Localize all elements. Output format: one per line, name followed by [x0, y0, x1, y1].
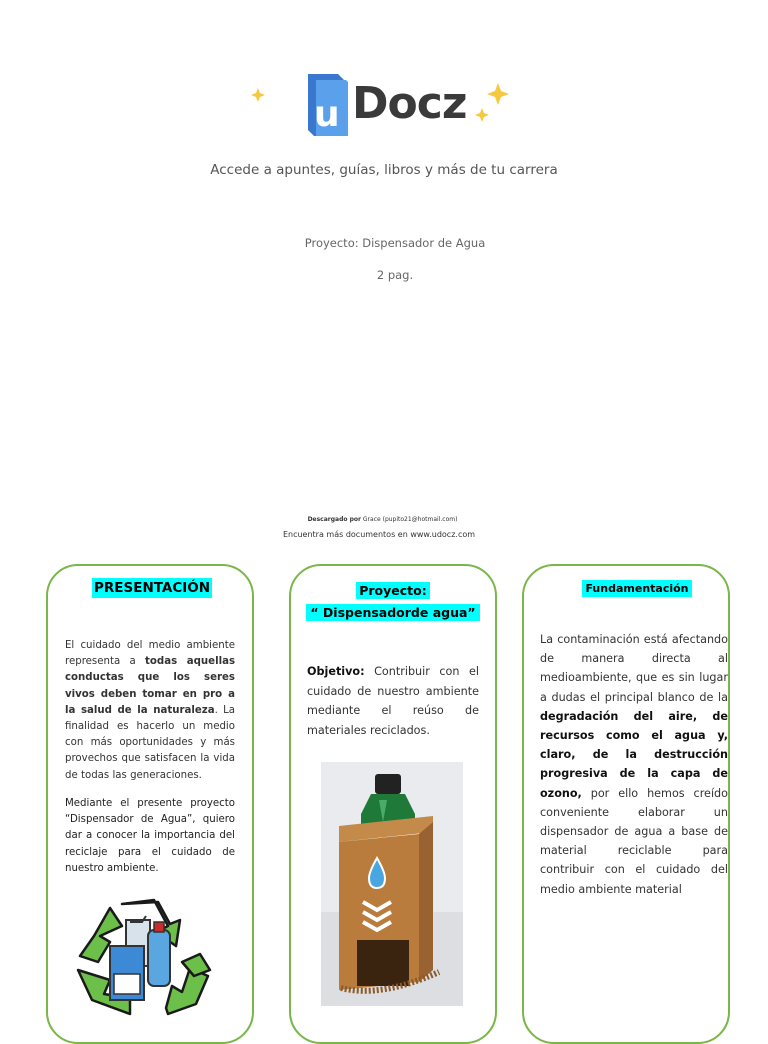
sparkle-left-icon [251, 88, 265, 102]
panel-fundamentacion [522, 564, 730, 1044]
tagline: Accede a apuntes, guías, libros y más de tu carrera [210, 162, 558, 178]
objective-paragraph: Objetivo: Contribuir con el cuidado de nuestro ambiente mediante el reúso de materiales reciclados. [307, 665, 479, 737]
downloaded-by [0, 516, 765, 523]
logo-u-letter: u [314, 94, 340, 135]
sparkle-right-small-icon [475, 108, 489, 122]
presentacion-paragraph-2: Mediante el presente proyecto “Dispensador de Agua”, quiero dar a conocer la importancia del reciclaje para el cuidado de nuestro ambiente. [65, 798, 235, 874]
fundamentacion-paragraph: La contaminación está afectando de manera directa al medioambiente, que es sin lugar a dudas el principal blanco de la degradación del aire, de recursos como el agua y, claro, de la destrucción progresiva de la capa de ozono, por ello hemos creído conveniente elaborar un dispensador de agua a base de material reciclable para contribuir con el cuidado del medio ambiente material [540, 633, 728, 896]
panel-presentacion [46, 564, 254, 1044]
downloaded-by-user: Grace (pupito21@hotmail.com) [362, 516, 458, 523]
logo-wordmark: Docz [352, 78, 467, 129]
sparkle-right-big-icon [487, 83, 509, 105]
panel-proyecto [289, 564, 497, 1044]
document-title: Proyecto: Dispensador de Agua [304, 236, 486, 250]
panel-title-fundamentacion: Fundamentación [524, 580, 750, 597]
dispenser-photo [321, 762, 463, 1006]
objective-label: Objetivo: [307, 665, 365, 678]
recycle-illustration [70, 896, 214, 1022]
panel-title-presentacion: PRESENTACIÓN [94, 580, 211, 596]
panel-title-proyecto: Proyecto: [291, 582, 495, 599]
more-documents-link[interactable]: Encuentra más documentos en www.udocz.com [282, 530, 476, 539]
downloaded-by-label: Descargado por [307, 516, 361, 523]
presentacion-paragraph-1: El cuidado del medio ambiente representa a todas aquellas conductas que los seres vivos deben tomar en pro a la salud de la naturaleza. La finalidad es hacerlo un medio con más oportunidades y más provechos que satisfacen la vida de todas las generaciones. [65, 640, 236, 781]
panel-subtitle-proyecto: “ Dispensadorde agua” [291, 604, 495, 621]
page-count: 2 pag. [376, 268, 414, 282]
